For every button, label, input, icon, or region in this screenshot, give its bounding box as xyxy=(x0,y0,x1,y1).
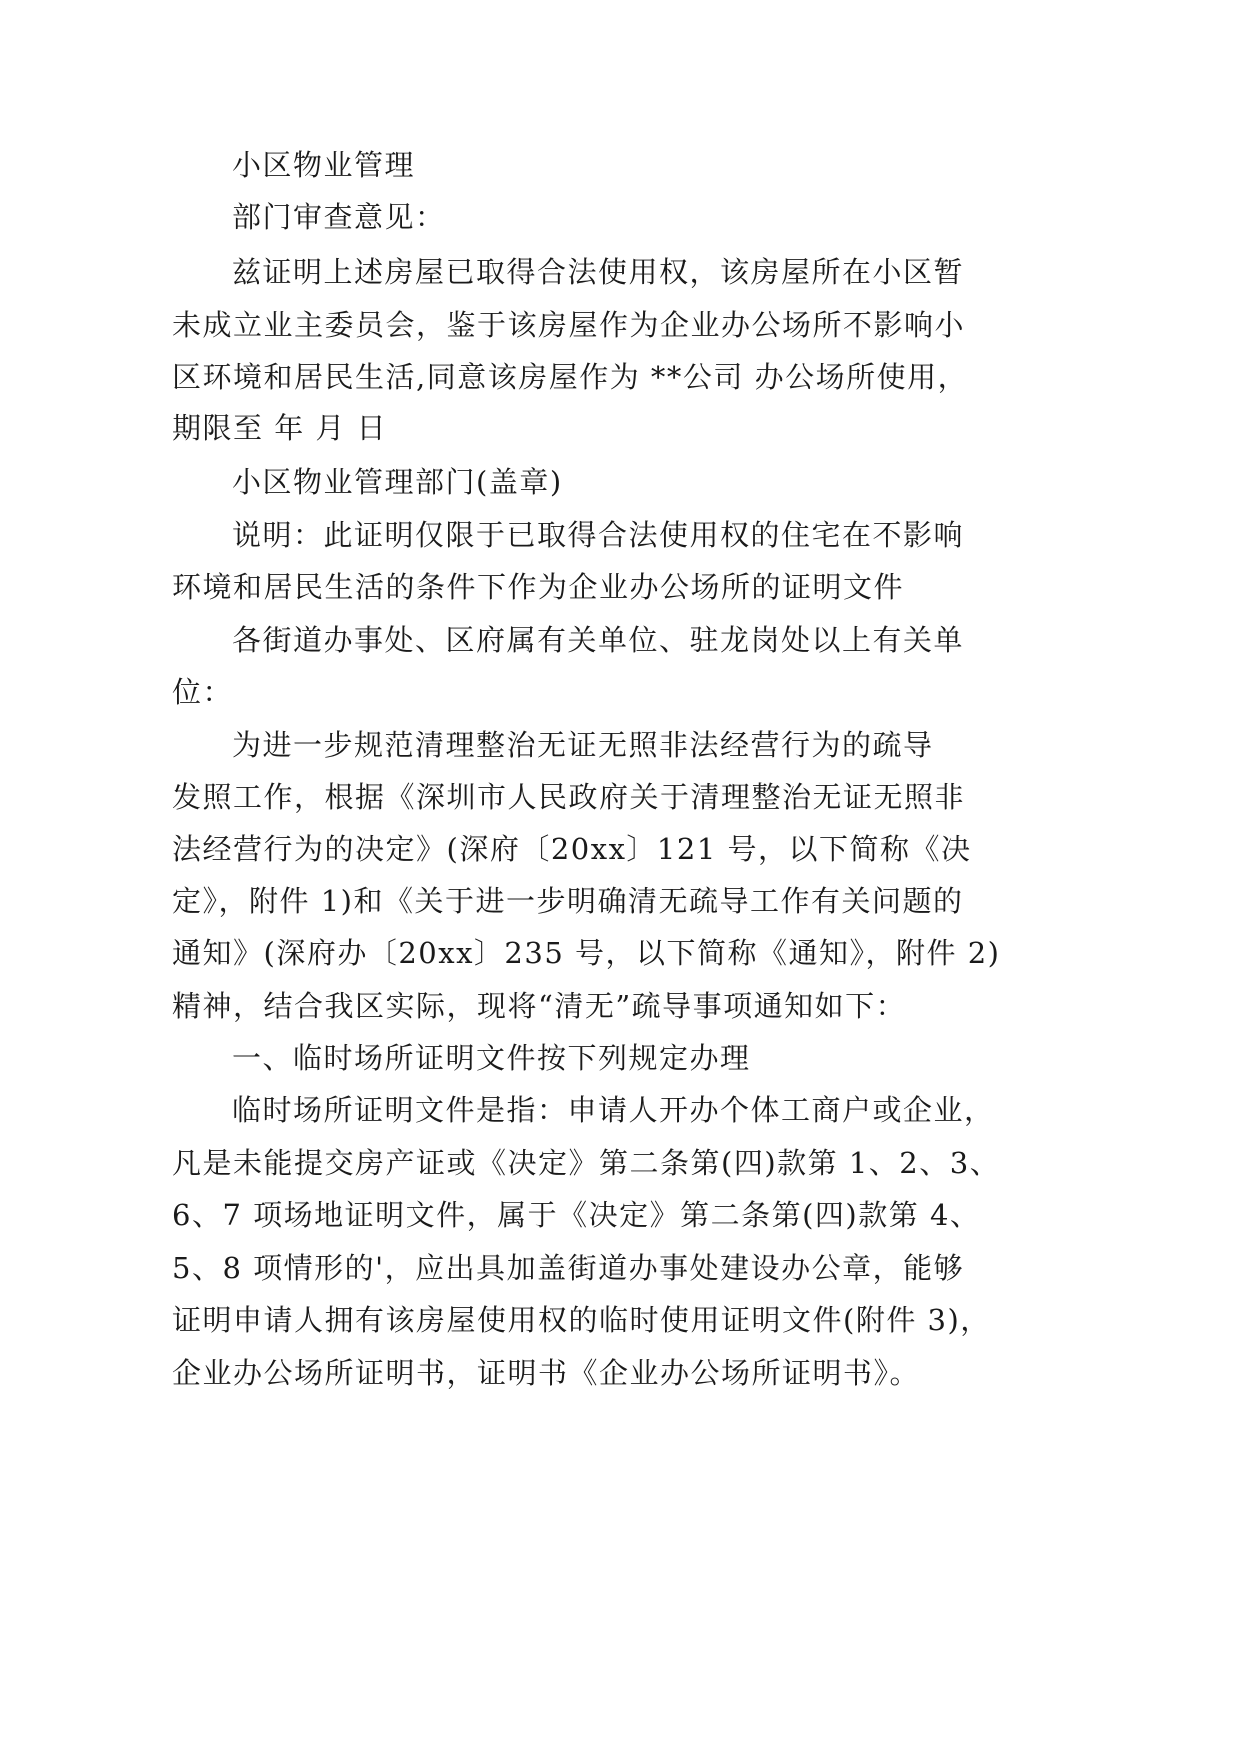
text-line: 为进一步规范清理整治无证无照非法经营行为的疏导 xyxy=(232,728,934,762)
text-line: 证明申请人拥有该房屋使用权的临时使用证明文件(附件 3)， xyxy=(172,1303,991,1337)
text-line: 6、7 项场地证明文件，属于《决定》第二条第(四)款第 4、 xyxy=(172,1198,981,1232)
text-line: 发照工作，根据《深圳市人民政府关于清理整治无证无照非 xyxy=(172,780,966,814)
text-line: 位： xyxy=(172,675,234,709)
text-line: 兹证明上述房屋已取得合法使用权，该房屋所在小区暂 xyxy=(232,255,965,289)
text-line: 未成立业主委员会，鉴于该房屋作为企业办公场所不影响小 xyxy=(172,308,966,342)
text-line: 小区物业管理部门(盖章) xyxy=(232,465,563,499)
text-line: 环境和居民生活的条件下作为企业办公场所的证明文件 xyxy=(172,570,905,604)
text-line: 一、临时场所证明文件按下列规定办理 xyxy=(232,1041,751,1075)
text-line: 企业办公场所证明书，证明书《企业办公场所证明书》。 xyxy=(172,1356,921,1390)
text-line: 各街道办事处、区府属有关单位、驻龙岗处以上有关单 xyxy=(232,623,965,657)
text-line: 精神，结合我区实际，现将“清无”疏导事项通知如下： xyxy=(172,989,907,1023)
text-line: 部门审查意见： xyxy=(232,200,446,234)
text-line: 临时场所证明文件是指：申请人开办个体工商户或企业， xyxy=(232,1093,995,1127)
text-line: 定》，附件 1)和《关于进一步明确清无疏导工作有关问题的 xyxy=(172,884,964,918)
text-line: 区环境和居民生活,同意该房屋作为 **公司 办公场所使用， xyxy=(172,360,969,394)
text-line: 期限至 年 月 日 xyxy=(172,411,388,445)
text-line: 通知》(深府办〔20xx〕235 号，以下简称《通知》，附件 2) xyxy=(172,936,1001,970)
text-line: 小区物业管理 xyxy=(232,148,416,182)
text-line: 说明：此证明仅限于已取得合法使用权的住宅在不影响 xyxy=(232,518,965,552)
text-line: 凡是未能提交房产证或《决定》第二条第(四)款第 1、2、3、 xyxy=(172,1146,1001,1180)
text-line: 5、8 项情形的'，应出具加盖街道办事处建设办公章，能够 xyxy=(172,1251,965,1285)
text-line: 法经营行为的决定》(深府〔20xx〕121 号，以下简称《决 xyxy=(172,832,972,866)
